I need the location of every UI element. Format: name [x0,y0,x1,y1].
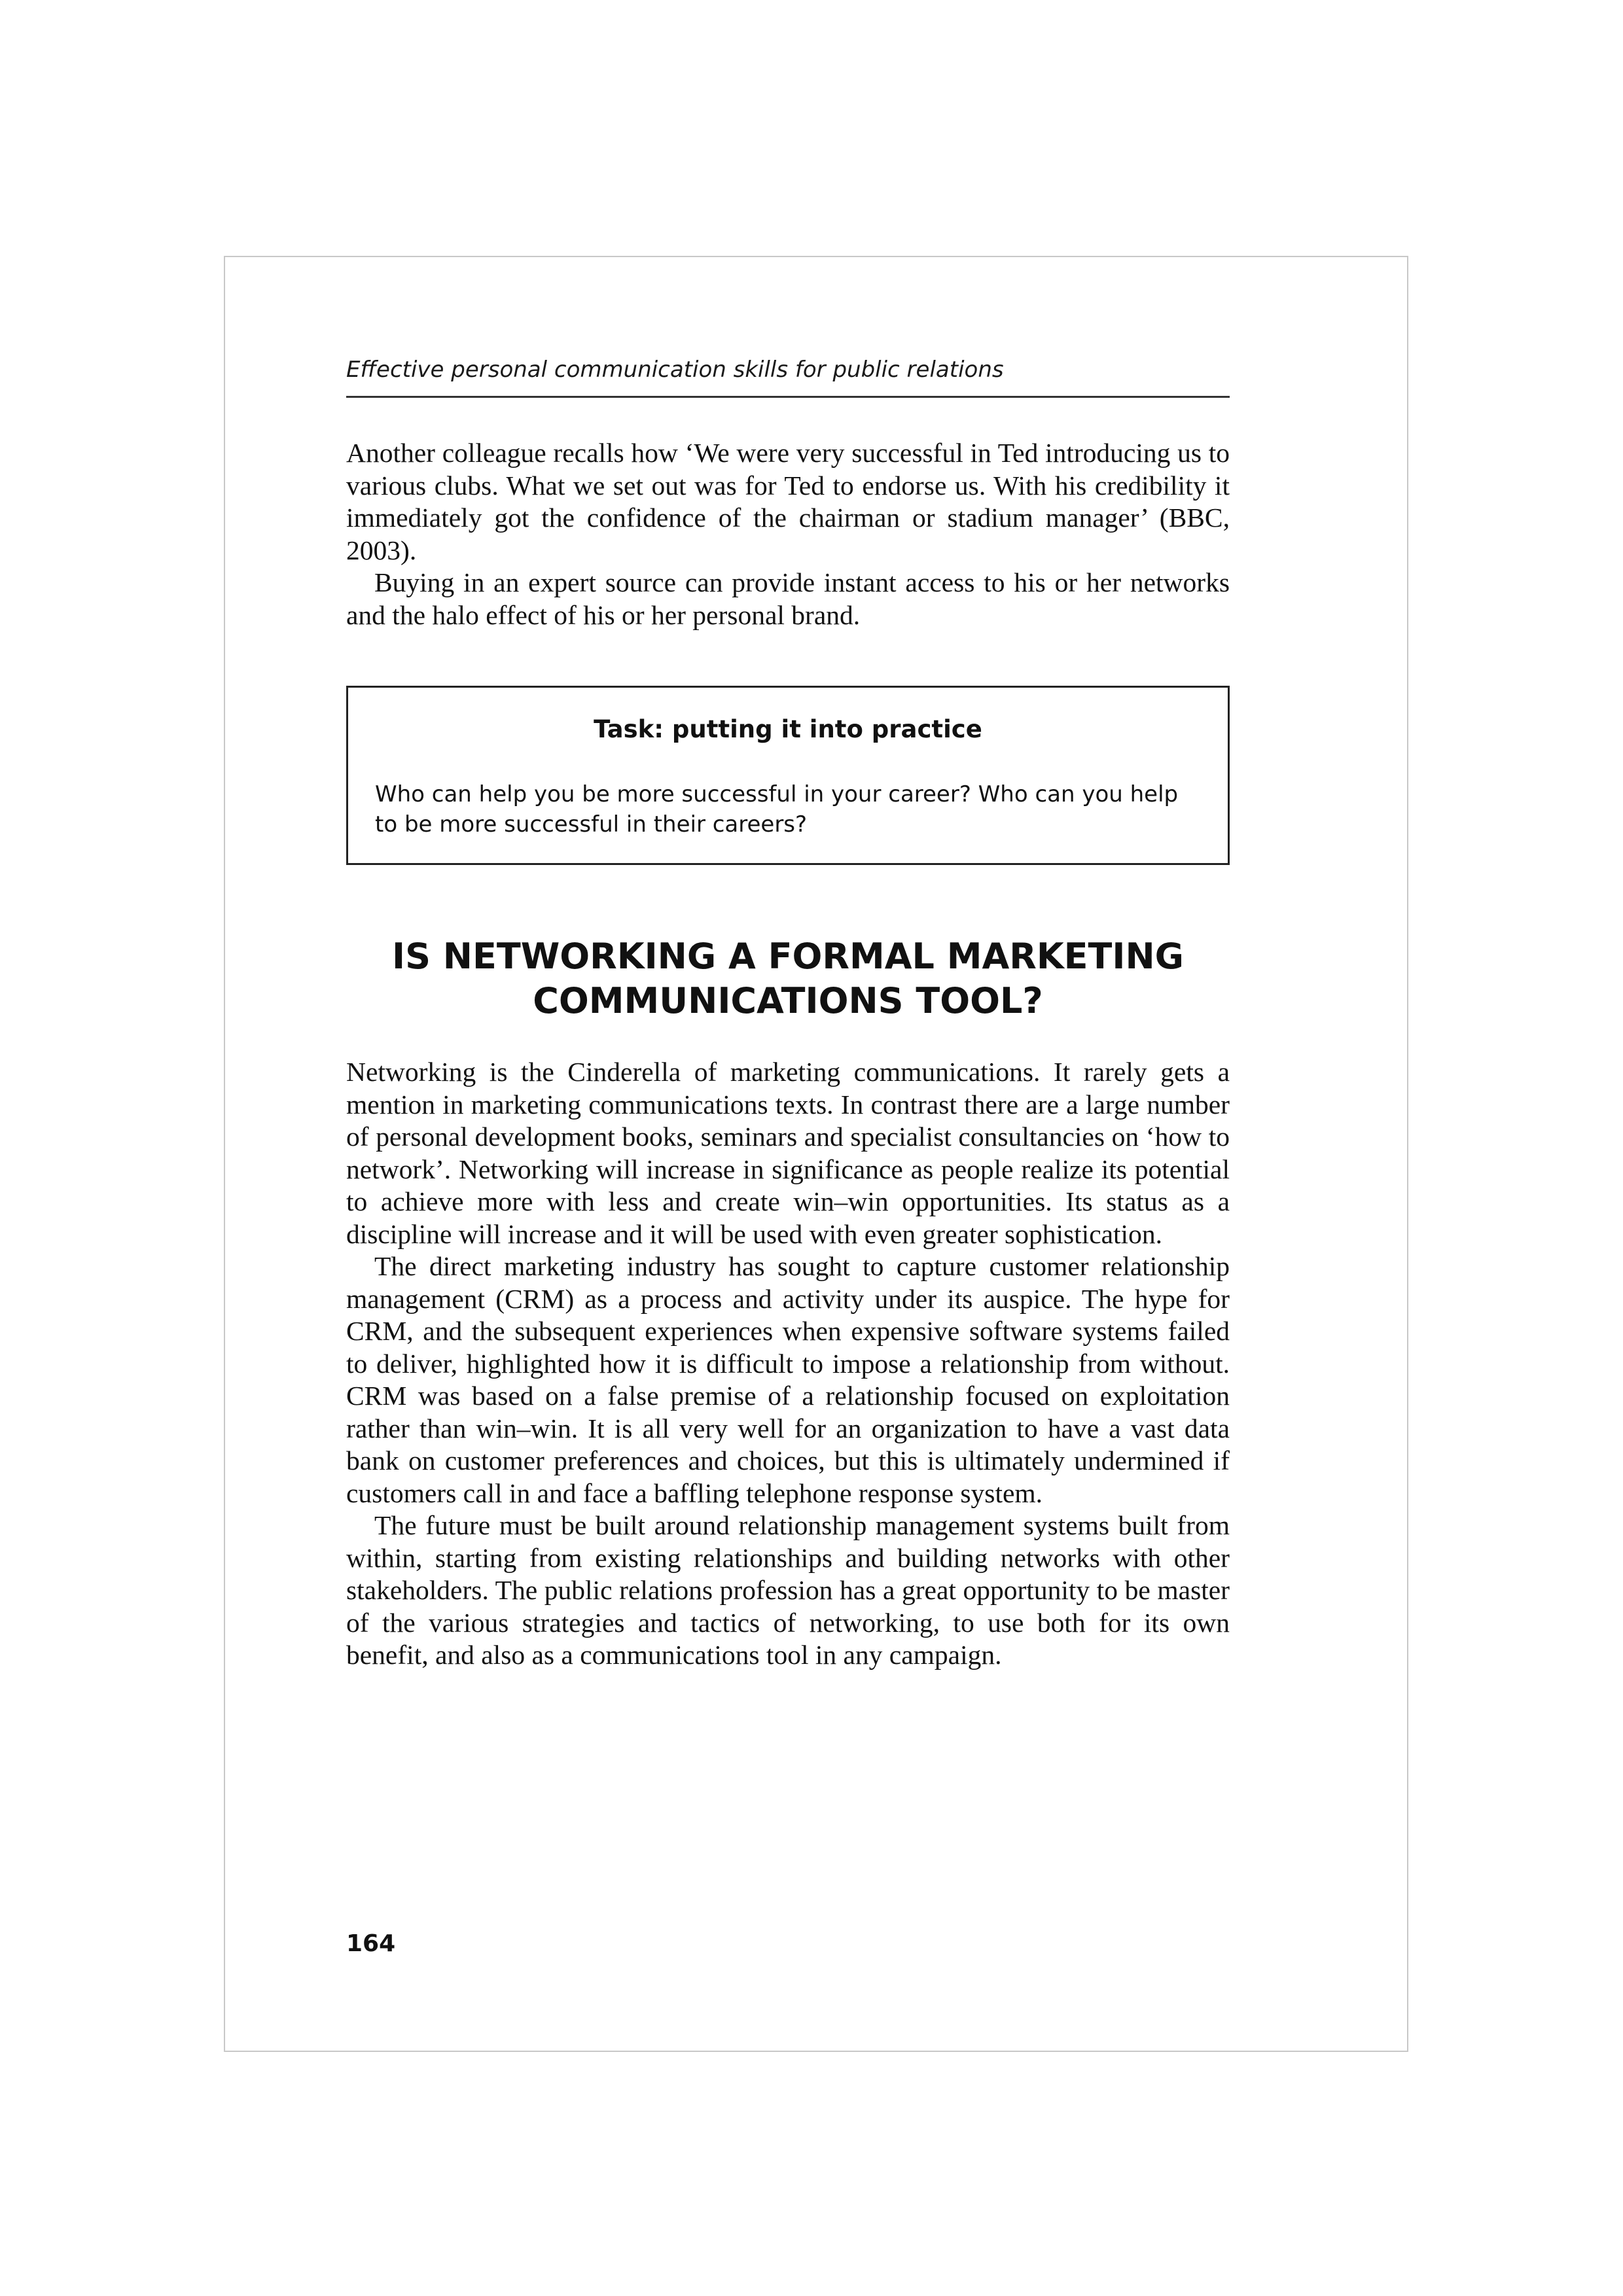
intro-paragraph: Buying in an expert source can provide instant access to his or her networks and the halo effect of his or her personal brand. [346,567,1230,630]
task-box [346,686,1230,865]
section-paragraph: The direct marketing industry has sought to capture customer relationship management (CRM) as a process and activity under its auspice. The hype for CRM, and the subsequent experiences when expensive software systems failed to deliver, highlighted how it is difficult to impose a relationship from without. CRM was based on a false premise of a relationship focused on exploitation rather than win–win. It is all very well for an organization to have a vast data bank on customer preferences and choices, but this is ultimately undermined if customers call in and face a baffling telephone response system. [346,1251,1230,1508]
page-number: 164 [346,1930,396,1957]
task-title: Task: putting it into practice [594,715,982,743]
section-heading [346,934,1230,1023]
section-heading-line: IS NETWORKING A FORMAL MARKETING [392,936,1184,977]
section-heading-line: COMMUNICATIONS TOOL? [533,980,1043,1021]
header-rule [346,396,1230,398]
intro-text-block [346,437,1230,631]
section-paragraph: Networking is the Cinderella of marketing communications. It rarely gets a mention in marketing communications texts. In contrast there are a large number of personal development books, seminars and specialist consultancies on ‘how to network’. Networking will increase in significance as people realize its potential to achieve more with less and create win–win opportunities. Its status as a discipline will increase and it will be used with even greater sophistication. [346,1057,1230,1249]
intro-paragraph: Another colleague recalls how ‘We were very successful in Ted introducing us to various clubs. What we set out was for Ted to endorse us. With his credibility it immediately got the confidence of the chairman or stadium manager’ (BBC, 2003). [346,438,1230,565]
section-text-block [346,1056,1230,1672]
section-paragraph: The future must be built around relationship management systems built from within, starting from existing relationships and building networks with other stakeholders. The public relations profession has a great opportunity to be master of the various strategies and tactics of networking, to use both for its own benefit, and also as a communications tool in any campaign. [346,1510,1230,1670]
task-text: Who can help you be more successful in your career? Who can you help to be more successful in their careers? [375,781,1179,838]
running-header: Effective personal communication skills for public relations [346,357,1004,383]
